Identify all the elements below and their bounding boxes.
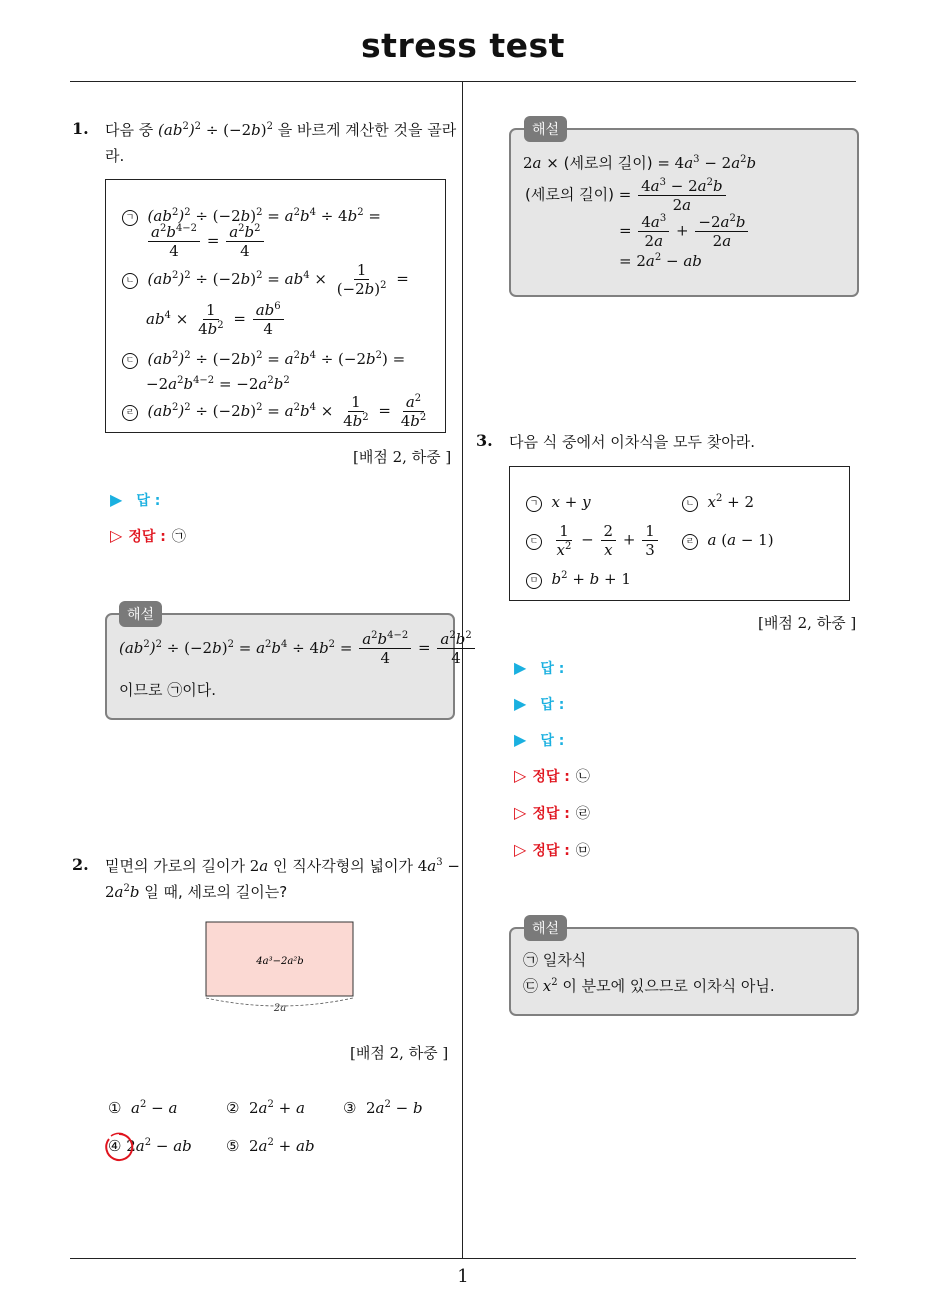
q3-choice-c: ㄷ $\frac{1}{x^2}$ − $\frac{2}{x}$ + $\frac{1}{3}$	[526, 523, 660, 558]
column-divider	[462, 82, 463, 1258]
q2-rect-label: 4a³−2a²b	[256, 956, 304, 967]
q2-choice-2[interactable]: ② $2a^2 + a$	[226, 1099, 305, 1117]
q2-explain-line2: (세로의 길이) = $\frac{4a^3 - 2a^2b}{2a}$	[525, 178, 728, 213]
q2-text-line2: $2a^2b$ 일 때, 세로의 길이는?	[105, 883, 288, 901]
q1-number: 1.	[72, 119, 89, 138]
q1-choice-c-line2: $-2a^2b^{4-2} = -2a^2b^2$	[146, 375, 290, 393]
q3-explain-tag: 해설	[524, 915, 567, 941]
q1-answer-row[interactable]: ▶ 답 :	[110, 490, 161, 509]
q2-explain-tag: 해설	[524, 116, 567, 142]
q1-points: [배점 2, 하중 ]	[353, 448, 452, 466]
q3-choices-box	[509, 466, 850, 601]
q3-choice-e: ㅁ $b^2 + b + 1$	[526, 570, 631, 589]
q1-correct-row: ▷ 정답 : ㉠	[110, 526, 186, 545]
q3-correct-row-2: ▷ 정답 : ㉣	[514, 803, 590, 822]
q1-explain-tag: 해설	[119, 601, 162, 627]
q3-answer-row-2[interactable]: ▶ 답 :	[514, 694, 565, 713]
page-title: stress test	[361, 26, 565, 65]
q2-choice-5[interactable]: ⑤ $2a^2$ + ab	[226, 1137, 315, 1155]
q2-number: 2.	[72, 855, 89, 874]
q3-correct-row-3: ▷ 정답 : ㉤	[514, 840, 590, 859]
q2-explain-line3: = $\frac{4a^3}{2a}$ + $\frac{-2a^2b}{2a}$	[619, 214, 750, 249]
q1-explain-line1: $(ab^2)^2 \div (-2b)^2 = a^2b^4 \div 4b^2$ = $\frac{a^2b^{4-2}}{4}$ = $\frac{a^2b^2}{4}$	[119, 631, 477, 666]
q2-explain-line4: = $2a^2$ − ab	[619, 252, 702, 270]
q3-answer-row-1[interactable]: ▶ 답 :	[514, 658, 565, 677]
answer-arrow-icon: ▶	[514, 694, 527, 713]
q1-choice-a-line2: $\frac{a^2b^{4-2}}{4}$ = $\frac{a^2b^2}{4}$	[146, 224, 266, 259]
q2-choice-4[interactable]: ④ $2a^2$ − ab	[108, 1137, 192, 1155]
header-rule	[70, 81, 856, 82]
correct-arrow-icon: ▷	[514, 766, 527, 785]
q1-choice-d: ㄹ $(ab^2)^2 \div (-2b)^2 = a^2b^4$ × $\frac{1}{4b^2}$ = $\frac{a^2}{4b^2}$	[122, 394, 431, 429]
answer-arrow-icon: ▶	[514, 658, 527, 677]
correct-arrow-icon: ▷	[514, 840, 527, 859]
correct-arrow-icon: ▷	[110, 526, 123, 545]
q1-text-line1: 다음 중 $(ab^2)^2 \div (-2b)^2$ 을 바르게 계산한 것을 골라	[105, 121, 457, 139]
answer-arrow-icon: ▶	[514, 730, 527, 749]
answer-arrow-icon: ▶	[110, 490, 123, 509]
q2-choice-3[interactable]: ③ $2a^2 - b$	[343, 1099, 423, 1117]
q1-explain-line2: 이므로 ㉠이다.	[119, 681, 216, 699]
correct-arrow-icon: ▷	[514, 803, 527, 822]
q2-explanation-box	[509, 128, 859, 297]
q1-text-line2: 라.	[105, 147, 125, 165]
q1-explanation-box	[105, 613, 472, 720]
q1-choice-a-line1: ㄱ $(ab^2)^2 \div (-2b)^2 = a^2b^4 \div 4b^2$ =	[122, 207, 381, 226]
q2-rectangle-figure	[200, 918, 360, 1018]
q2-selected-circle-icon	[101, 1130, 137, 1166]
q3-number: 3.	[476, 431, 493, 450]
q2-explain-line1: 2a × (세로의 길이) = $4a^3 - 2a^2b$	[523, 154, 757, 172]
q3-text: 다음 식 중에서 이차식을 모두 찾아라.	[509, 433, 755, 451]
q3-choice-b: ㄴ $x^2 + 2$	[682, 493, 754, 512]
q2-text-line1: 밑면의 가로의 길이가 2a 인 직사각형의 넓이가 $4a^3$ −	[105, 857, 460, 875]
q3-explain-line2: ㉢ $x^2$ 이 분모에 있으므로 이차식 아님.	[523, 977, 775, 995]
q3-answer-row-3[interactable]: ▶ 답 :	[514, 730, 565, 749]
q1-choice-b-line1: ㄴ $(ab^2)^2 \div (-2b)^2 = ab^4$ × $\frac{1}{(-2b)^2}$ =	[122, 262, 409, 297]
q2-width-label: 2a	[273, 1003, 287, 1014]
page-number: 1	[457, 1266, 469, 1287]
q1-choices-box	[105, 179, 446, 433]
q3-choice-a: ㄱ x + y	[526, 493, 591, 512]
q1-choice-c-line1: ㄷ $(ab^2)^2 \div (-2b)^2 = a^2b^4 \div (-2b^2)$ =	[122, 350, 405, 369]
q3-points: [배점 2, 하중 ]	[758, 614, 857, 632]
q3-correct-row-1: ▷ 정답 : ㉡	[514, 766, 590, 785]
q1-choice-b-line2: $ab^4$ × $\frac{1}{4b^2}$ = $\frac{ab^6}{4}$	[146, 302, 286, 337]
q2-points: [배점 2, 하중 ]	[350, 1044, 449, 1062]
q3-choice-d: ㄹ a (a − 1)	[682, 531, 774, 550]
q2-choice-1[interactable]: ① $a^2 - a$	[108, 1099, 178, 1117]
q3-explain-line1: ㉠ 일차식	[523, 951, 587, 969]
footer-rule	[70, 1258, 856, 1259]
